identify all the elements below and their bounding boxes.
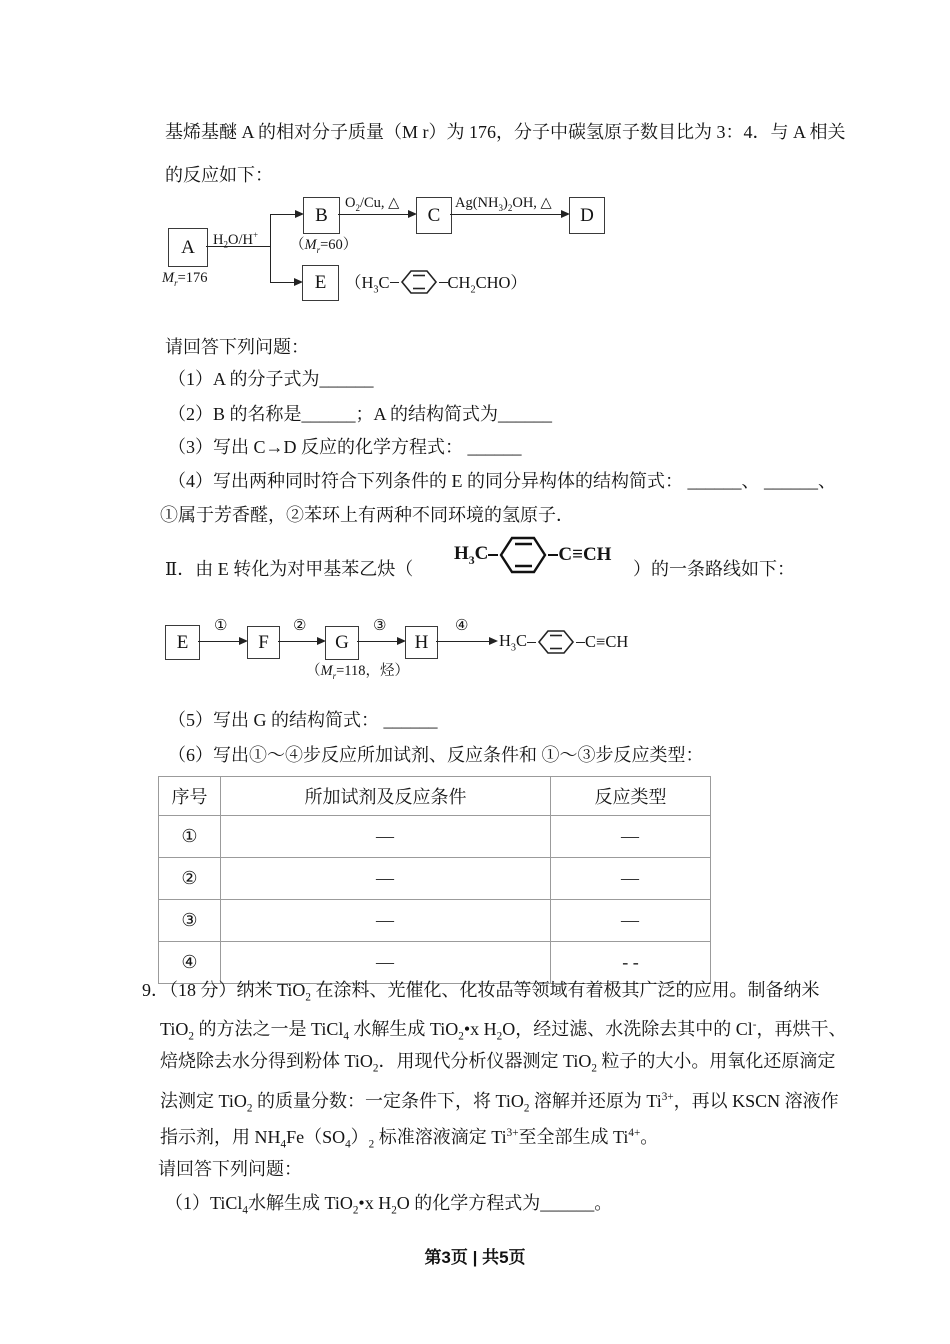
question-9-line-2: TiO$_2$ 的方法之一是 TiCl$_4$ 水解生成 TiO$_2$•x $H_2O$，经过滤、水洗除去其中的 Cl-，再烘干、 <box>160 1019 847 1043</box>
e-structure-right: $CH_2CHO$） <box>447 272 527 296</box>
header-type: 反应类型 <box>551 777 711 816</box>
compound-box-f: F <box>247 626 280 659</box>
step-2-label: ② <box>293 618 307 634</box>
section-2-text-after: ）的一条路线如下： <box>633 559 795 579</box>
question-3: （3）写出 C→D 反应的化学方程式： ______ <box>168 437 522 457</box>
row-type: — <box>551 900 711 942</box>
question-9-line-5: 指示剂，用 $NH_4Fe(SO_4)_2$ 标准溶液滴定 $Ti^{3+}$至全部生成 $Ti^{4+}$。 <box>160 1127 659 1151</box>
question-9-line-1: 9．（18 分）纳米 TiO$_2$ 在涂料、光催化、化妆品等领域有着极其广泛的应用。制备纳米 <box>142 980 820 1004</box>
struct-left-text: $H_3C$ <box>454 542 489 567</box>
row-reagent: — <box>221 942 551 984</box>
benzene-ring-icon <box>536 627 576 657</box>
ag-nh3-label: $Ag(NH_3)_2OH$, △ <box>455 195 552 213</box>
compound-box-e: E <box>302 265 339 301</box>
row-type: - - <box>551 942 711 984</box>
arrow-step-2 <box>278 641 324 642</box>
bond-line <box>488 554 498 556</box>
bond-line <box>390 282 399 283</box>
o2-cu-label: $O_2/Cu$, △ <box>345 195 400 213</box>
table-row <box>159 900 711 942</box>
compound-box-c: C <box>416 197 452 234</box>
row-reagent: — <box>221 858 551 900</box>
compound-e-structure <box>345 265 527 299</box>
row-reagent: — <box>221 900 551 942</box>
bond-line <box>527 642 536 643</box>
h2o-h-label: $H_2O/H^+$ <box>213 230 259 250</box>
question-6: （6）写出①～④步反应所加试剂、反应条件和 ①～③步反应类型： <box>168 745 704 765</box>
intro-line-2: 的反应如下： <box>165 165 273 185</box>
compound-box-e2: E <box>165 625 200 660</box>
product-right-text: C≡CH <box>585 632 629 651</box>
step-4-label: ④ <box>455 618 469 634</box>
row-number: ① <box>159 816 221 858</box>
answer-prompt: 请回答下列问题： <box>165 337 309 357</box>
intro-line-1: 基烯基醚 A 的相对分子质量（M r）为 176，分子中碳氢原子数目比为 3：4．与 A 相关 <box>165 122 846 142</box>
row-type: — <box>551 816 711 858</box>
reaction-diagram-2 <box>160 615 700 685</box>
mr118-label: （$M_r=118$，烃） <box>306 663 409 681</box>
section-2-text-before: Ⅱ．由 E 转化为对甲基苯乙炔（ <box>165 559 414 579</box>
question-9-sub-1: （1）TiCl$_4$水解生成 TiO$_2$•x $H_2O$ 的化学方程式为______。 <box>165 1193 613 1217</box>
compound-box-b: B <box>303 197 340 234</box>
header-number: 序号 <box>159 777 221 816</box>
arrow-step-4 <box>436 641 496 642</box>
compound-box-g: G <box>325 626 359 660</box>
row-reagent: — <box>221 816 551 858</box>
arrow-step-3 <box>357 641 404 642</box>
step-1-label: ① <box>214 618 228 634</box>
table-header-row <box>159 777 711 816</box>
question-4: （4）写出两种同时符合下列条件的 E 的同分异构体的结构简式： ______、 ______、 <box>168 471 836 491</box>
row-number: ③ <box>159 900 221 942</box>
e-structure-left: （$H_3C$ <box>345 272 390 296</box>
section-2-line <box>165 527 865 587</box>
compound-box-a: A <box>168 228 208 267</box>
tolylacetylene-structure-bold <box>454 527 611 583</box>
mr60-label: $(M_r=60)$ <box>290 237 358 255</box>
row-number: ② <box>159 858 221 900</box>
step-3-label: ③ <box>373 618 387 634</box>
table-row <box>159 816 711 858</box>
product-structure <box>499 626 628 658</box>
bond-line <box>439 282 448 283</box>
bond-line <box>548 554 558 556</box>
benzene-ring-icon <box>498 533 548 577</box>
branch-line <box>270 214 271 283</box>
compound-box-d: D <box>569 197 605 234</box>
struct-right-text: C≡CH <box>558 544 612 565</box>
row-number: ④ <box>159 942 221 984</box>
arrow-step-1 <box>198 641 246 642</box>
table-row <box>159 858 711 900</box>
compound-box-h: H <box>405 626 438 659</box>
question-9-line-3: 焙烧除去水分得到粉体 TiO$_2$．用现代分析仪器测定 TiO$_2$ 粒子的大小。用氧化还原滴定 <box>160 1051 836 1075</box>
table-row <box>159 942 711 984</box>
page-number: 第3页 | 共5页 <box>424 1248 526 1267</box>
benzene-ring-icon <box>399 267 439 297</box>
header-reagent: 所加试剂及反应条件 <box>221 777 551 816</box>
product-left-text: $H_3C$ <box>499 630 528 654</box>
question-1: （1）A 的分子式为______ <box>168 369 374 389</box>
bond-line <box>576 642 585 643</box>
arrow-to-b <box>270 214 302 215</box>
row-type: — <box>551 858 711 900</box>
reagents-table <box>158 776 711 984</box>
arrow-to-e <box>270 282 301 283</box>
question-9-line-4: 法测定 TiO$_2$ 的质量分数：一定条件下，将 TiO$_2$ 溶解并还原为 $Ti^{3+}$，再以 KSCN 溶液作 <box>160 1091 839 1115</box>
question-2: （2）B 的名称是______；A 的结构简式为______ <box>168 404 553 424</box>
question-9-prompt: 请回答下列问题： <box>158 1159 302 1179</box>
question-5: （5）写出 G 的结构简式： ______ <box>168 710 438 730</box>
question-4-conditions: ①属于芳香醛，②苯环上有两种不同环境的氢原子． <box>160 505 574 525</box>
reaction-diagram-1 <box>150 190 840 315</box>
mr176-label: $M_r=176$ <box>162 270 208 288</box>
